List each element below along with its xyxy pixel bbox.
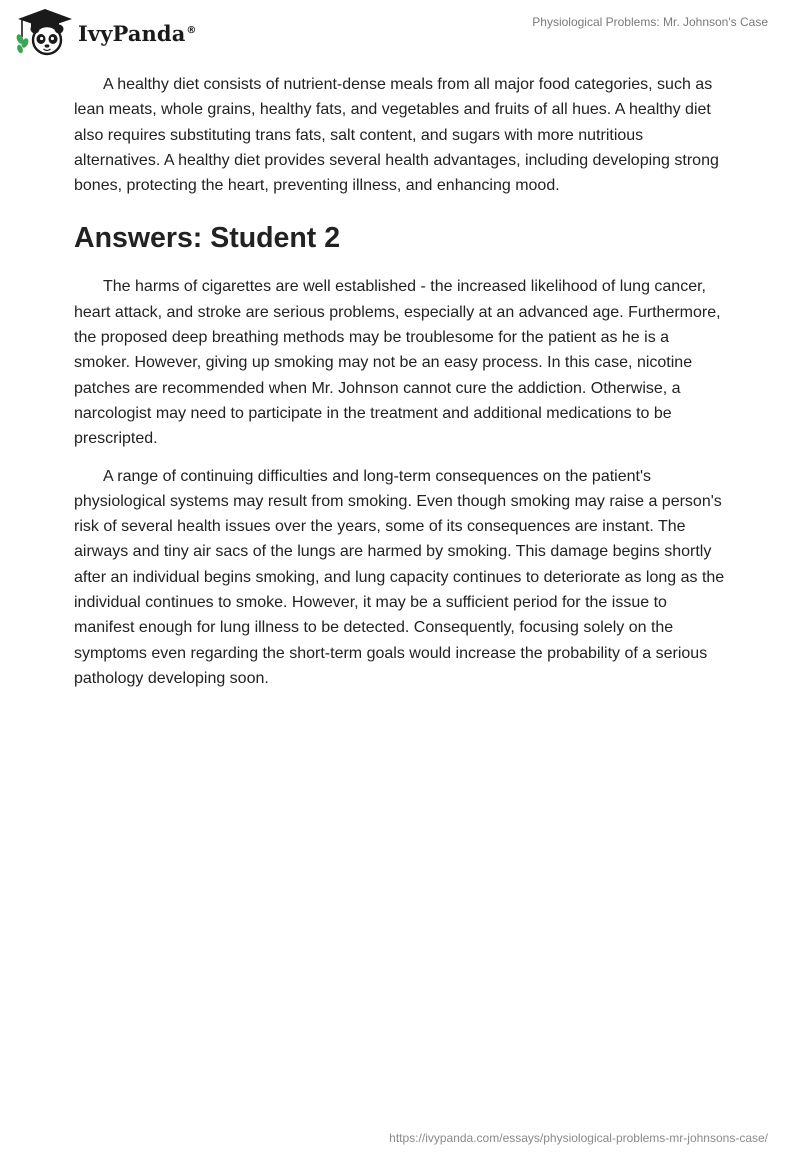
document-title: Physiological Problems: Mr. Johnson's Case [532, 15, 768, 29]
ivypanda-logo[interactable] [14, 7, 197, 57]
page-header [0, 0, 800, 60]
registered-mark: ® [186, 24, 197, 36]
body-paragraph-1: The harms of cigarettes are well established - the increased likelihood of lung cancer, heart attack, and stroke are serious problems, especially at an advanced age. Furthermore, the proposed deep breathing methods may be troublesome for the patient as he is a smoker. However, giving up smoking may not be an easy process. In this case, nicotine patches are recommended when Mr. Johnson cannot cure the addiction. Otherwise, a narcologist may need to participate in the treatment and additional medications to be prescripted. [74, 278, 721, 448]
essay-content [74, 72, 726, 703]
panda-graduate-icon [14, 7, 76, 57]
source-url[interactable]: https://ivypanda.com/essays/physiological-problems-mr-johnsons-case/ [389, 1131, 768, 1145]
body-paragraph-2: A range of continuing difficulties and long-term consequences on the patient's physiological systems may result from smoking. Even though smoking may raise a person's risk of several health issues over the years, some of its consequences are instant. The airways and tiny air sacs of the lungs are harmed by smoking. This damage begins shortly after an individual begins smoking, and lung capacity continues to deteriorate as long as the individual continues to smoke. However, it may be a sufficient period for the issue to manifest enough for lung illness to be detected. Consequently, focusing solely on the symptoms even regarding the short-term goals would increase the probability of a serious pathology developing soon. [74, 467, 725, 687]
section-heading: Answers: Student 2 [74, 222, 341, 255]
intro-paragraph: A healthy diet consists of nutrient-dense meals from all major food categories, such as lean meats, whole grains, healthy fats, and vegetables and fruits of all hues. A healthy diet also requires substituting trans fats, salt content, and sugars with more nutritious alternatives. A healthy diet provides several health advantages, including developing strong bones, protecting the heart, preventing illness, and enhancing mood. [74, 76, 719, 195]
logo-wordmark: IvyPanda® [78, 20, 197, 46]
